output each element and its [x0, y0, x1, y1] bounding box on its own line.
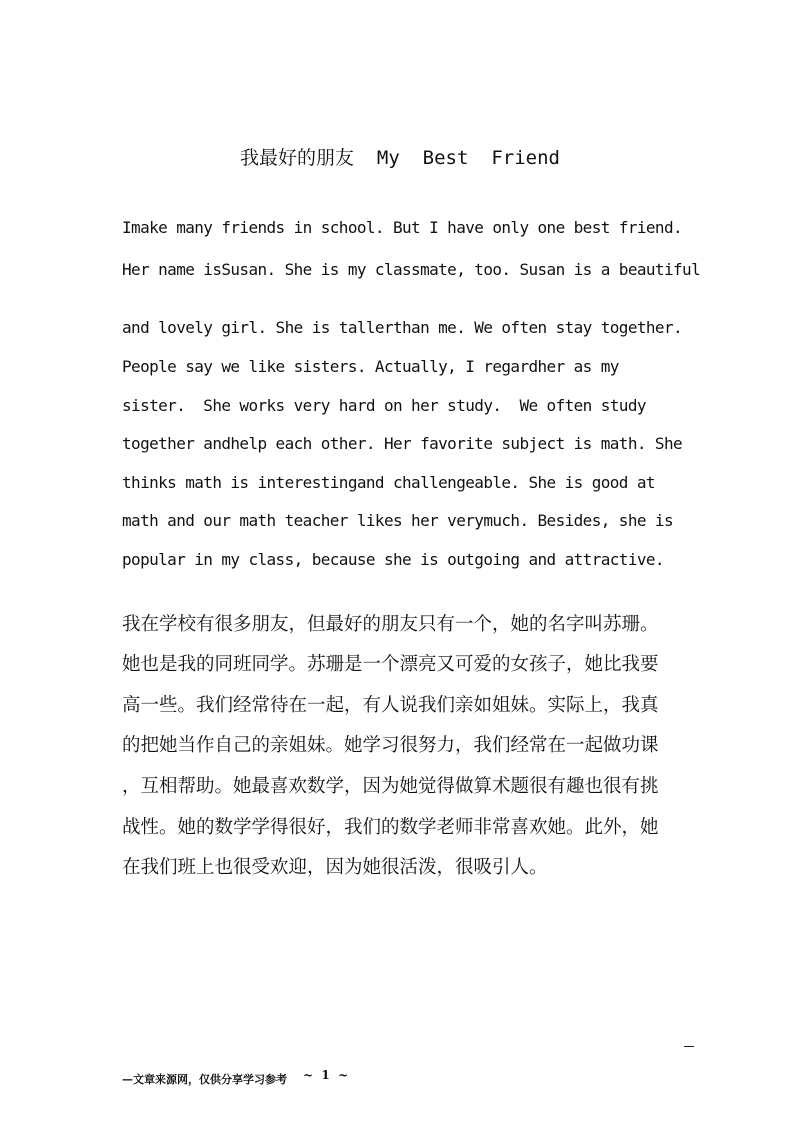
english-line: math and our math teacher likes her verymuch. Besides, she is	[122, 511, 674, 530]
chinese-line: 战性。她的数学学得很好，我们的数学老师非常喜欢她。此外，她	[122, 817, 659, 838]
page-number: ~ 1 ~	[303, 1068, 349, 1082]
chinese-line: ，互相帮助。她最喜欢数学，因为她觉得做算术题很有趣也很有挑	[122, 776, 659, 797]
footer-source-note: —文章来源网，仅供分享学习参考	[122, 1073, 287, 1086]
english-line: popular in my class, because she is outgoing and attractive.	[122, 550, 664, 569]
footer-divider	[684, 1046, 694, 1047]
english-line: Imake many friends in school. But I have only one best friend.	[122, 218, 683, 237]
english-line: and lovely girl. She is tallerthan me. We often stay together.	[122, 318, 683, 337]
english-line: Her name isSusan. She is my classmate, too. Susan is a beautiful	[122, 260, 701, 279]
page-title: 我最好的朋友 My Best Friend	[240, 147, 560, 169]
english-line: sister. She works very hard on her study. We often study	[122, 396, 646, 415]
chinese-line: 她也是我的同班同学。苏珊是一个漂亮又可爱的女孩子，她比我要	[122, 654, 659, 675]
chinese-line: 我在学校有很多朋友，但最好的朋友只有一个，她的名字叫苏珊。	[122, 614, 659, 635]
chinese-line: 的把她当作自己的亲姐妹。她学习很努力，我们经常在一起做功课	[122, 735, 659, 756]
english-line: People say we like sisters. Actually, I regardher as my	[122, 357, 619, 376]
chinese-line: 高一些。我们经常待在一起，有人说我们亲如姐妹。实际上，我真	[122, 695, 659, 716]
english-line: thinks math is interestingand challengeable. She is good at	[122, 473, 655, 492]
chinese-line: 在我们班上也很受欢迎，因为她很活泼，很吸引人。	[122, 857, 548, 878]
english-line: together andhelp each other. Her favorite subject is math. She	[122, 434, 683, 453]
